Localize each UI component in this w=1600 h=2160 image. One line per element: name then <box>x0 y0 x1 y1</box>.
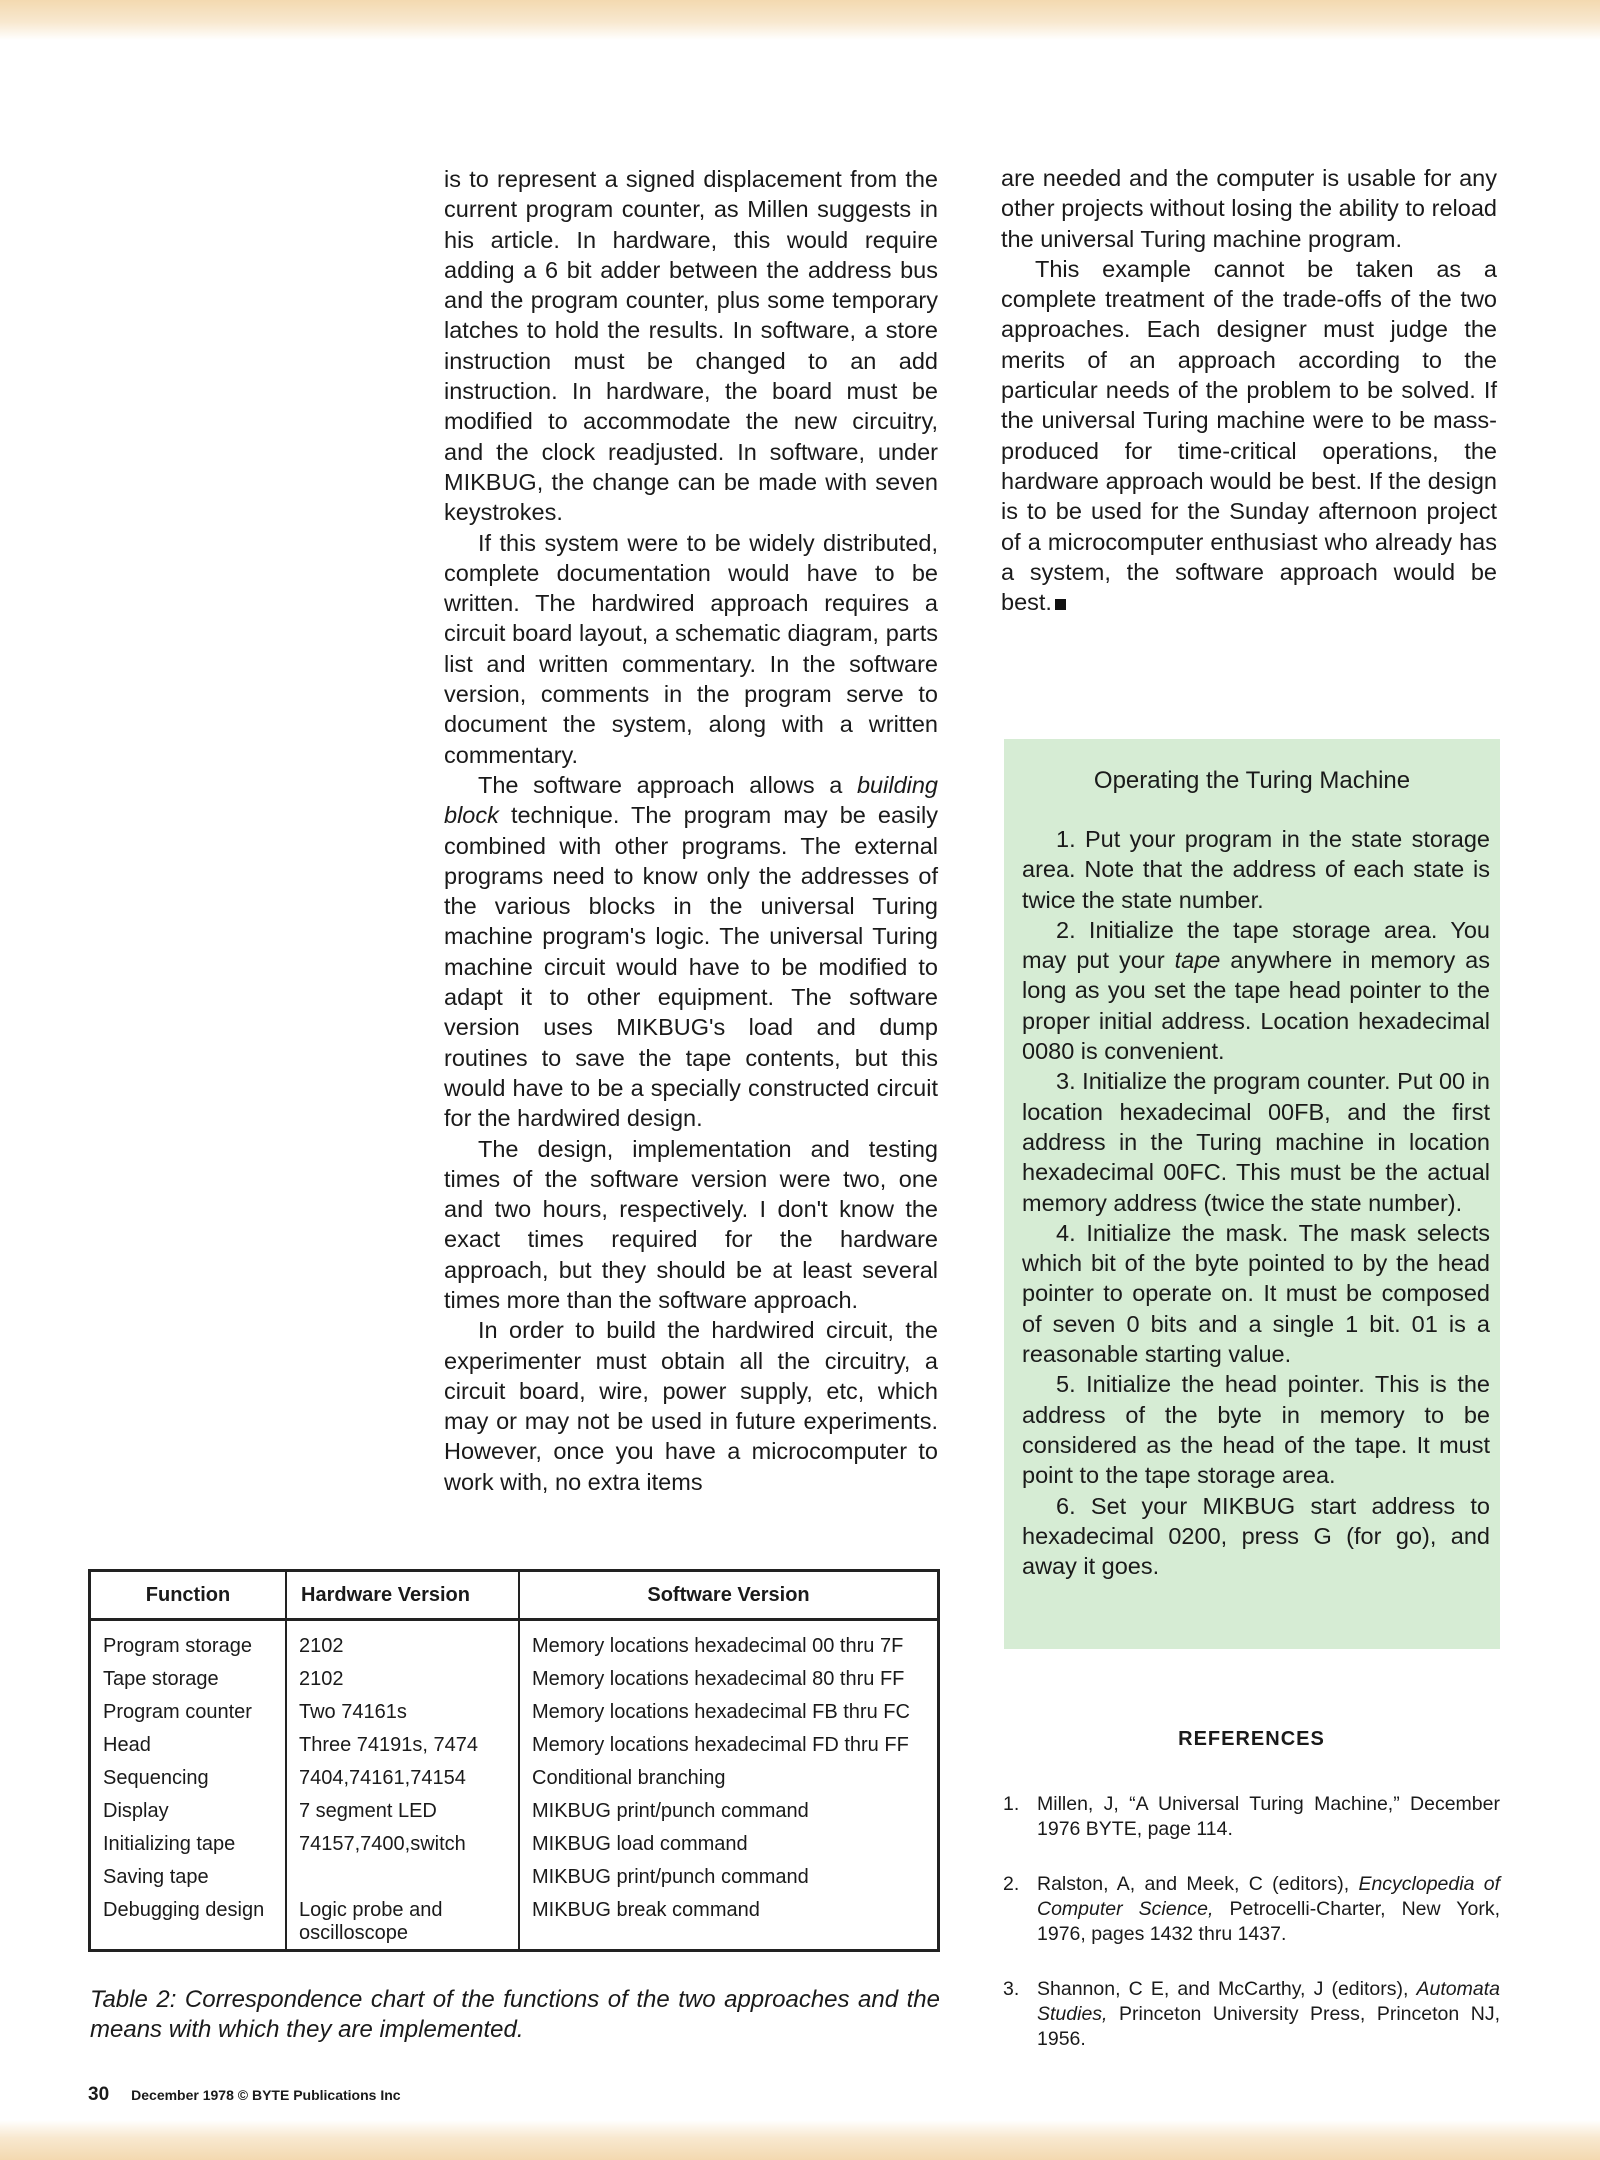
sidebar-box <box>1004 739 1500 1649</box>
table-row <box>90 1895 939 1951</box>
software-cell: Memory locations hexadecimal 80 thru FF <box>519 1664 939 1697</box>
step: 4. Initialize the mask. The mask selects which bit of the byte pointed to by the head pointer to operate on. It must be composed of seven 0 bits and a single 1 bit. 01 is a reasonable starting value. <box>1022 1219 1490 1368</box>
text: Petrocelli-Charter, New York, 1976, pages 1432 thru 1437. <box>1037 1898 1500 1945</box>
text: This example cannot be taken as a complete treatment of the trade-offs of the two approaches. Each designer must judge the merits of an approach according to the particular needs of the problem to be solved. If the universal Turing machine were to be mass-produced for time-critical operations, the hardware approach would be best. If the design is to be used for the Sunday afternoon project of a microcomputer enthusiast who already has a system, the software approach would be best. <box>1001 255 1497 616</box>
function-cell: Head <box>90 1730 287 1763</box>
function-cell: Program storage <box>90 1620 287 1665</box>
ref-number: 2. <box>1003 1873 1020 1895</box>
software-cell: Memory locations hexadecimal FD thru FF <box>519 1730 939 1763</box>
step: 6. Set your MIKBUG start address to hexadecimal 0200, press G (for go), and away it goes. <box>1022 1492 1490 1580</box>
table-row <box>90 1763 939 1796</box>
hardware-cell: 74157,7400,switch <box>286 1829 519 1862</box>
hardware-cell: Logic probe and oscilloscope <box>286 1895 519 1951</box>
hardware-cell: 2102 <box>286 1664 519 1697</box>
italic-text: Automata Studies, <box>1037 1978 1500 2025</box>
sidebar-steps <box>1022 824 1490 1581</box>
ref-text <box>1037 1872 1500 1947</box>
text: Princeton University Press, Princeton NJ, 1956. <box>1037 2003 1500 2050</box>
page-number: 30 <box>88 2084 110 2105</box>
function-cell: Initializing tape <box>90 1829 287 1862</box>
paragraph: is to represent a signed displacement from the current program counter, as Millen suggests in his article. In hardware, this would require adding a 6 bit adder between the address bus and the program counter, plus some temporary latches to hold the results. In software, a store instruction must be changed to an add instruction. In hardware, the board must be modified to accommodate the new circuitry, and the clock readjusted. In software, under MIKBUG, the change can be made with seven keystrokes. <box>444 166 938 526</box>
end-mark-icon <box>1055 599 1066 610</box>
hardware-cell: 7404,74161,74154 <box>286 1763 519 1796</box>
software-cell: MIKBUG print/punch command <box>519 1796 939 1829</box>
function-cell: Program counter <box>90 1697 287 1730</box>
software-cell: MIKBUG break command <box>519 1895 939 1951</box>
table-row <box>90 1862 939 1895</box>
hardware-cell: Two 74161s <box>286 1697 519 1730</box>
reference-item <box>1003 1977 1500 2052</box>
paragraph: If this system were to be widely distributed, complete documentation would have to be written. The hardwired approach requires a circuit board layout, a schematic diagram, parts list and written commentary. In the software version, comments in the program serve to document the system, along with a written commentary. <box>444 529 938 768</box>
text: Ralston, A, and Meek, C (editors), <box>1037 1873 1359 1895</box>
table-row <box>90 1664 939 1697</box>
hardware-cell: 2102 <box>286 1620 519 1665</box>
function-cell: Display <box>90 1796 287 1829</box>
ref-number: 3. <box>1003 1978 1020 2000</box>
paragraph <box>1001 254 1497 618</box>
page-edge-top <box>0 0 1600 40</box>
software-cell: Memory locations hexadecimal FB thru FC <box>519 1697 939 1730</box>
table-row <box>90 1620 939 1665</box>
hardware-cell: Three 74191s, 7474 <box>286 1730 519 1763</box>
ref-text: Millen, J, “A Universal Turing Machine,” December 1976 BYTE, page 114. <box>1037 1793 1500 1840</box>
step <box>1022 915 1490 1066</box>
italic-text: Encyclopedia of Computer Science, <box>1037 1873 1501 1920</box>
text: anywhere in memory as long as you set the tape head pointer to the proper initial address. Location hexadecimal 0080 is convenient. <box>1022 947 1490 1065</box>
italic-text: tape <box>1174 947 1221 974</box>
references <box>1003 1727 1500 2082</box>
reference-item <box>1003 1872 1500 1947</box>
column-header: Hardware Version <box>286 1571 519 1620</box>
table-row <box>90 1730 939 1763</box>
software-cell: Memory locations hexadecimal 00 thru 7F <box>519 1620 939 1665</box>
text: The software approach allows a <box>478 771 857 798</box>
ref-number: 1. <box>1003 1793 1020 1815</box>
paragraph: In order to build the hardwired circuit, the experimenter must obtain all the circuitry, a circuit board, wire, power supply, etc, which may or may not be used in future experiments. However, once you have a microcomputer to work with, no extra items <box>444 1317 938 1495</box>
function-cell: Tape storage <box>90 1664 287 1697</box>
text: Shannon, C E, and McCarthy, J (editors), <box>1037 1978 1417 2000</box>
italic-text: building block <box>444 771 938 829</box>
function-cell: Sequencing <box>90 1763 287 1796</box>
column-header: Software Version <box>519 1571 939 1620</box>
paragraph: are needed and the computer is usable for any other projects without losing the ability to reload the universal Turing machine program. <box>1001 165 1497 252</box>
step: 5. Initialize the head pointer. This is the address of the byte in memory to be considered as the head of the tape. It must point to the tape storage area. <box>1022 1371 1490 1489</box>
ref-text <box>1037 1977 1500 2052</box>
references-title: REFERENCES <box>1178 1728 1325 1750</box>
page-footer <box>88 2084 401 2106</box>
table-row <box>90 1697 939 1730</box>
text: 2. Initialize the tape storage area. You may put your <box>1022 916 1490 974</box>
software-cell: MIKBUG load command <box>519 1829 939 1862</box>
hardware-cell: 7 segment LED <box>286 1796 519 1829</box>
function-cell: Debugging design <box>90 1895 287 1951</box>
function-cell: Saving tape <box>90 1862 287 1895</box>
paragraph <box>444 770 938 1134</box>
table-caption: Table 2: Correspondence chart of the functions of the two approaches and the means with which they are implemented. <box>90 1986 940 2043</box>
correspondence-table <box>88 1569 940 1952</box>
step: 1. Put your program in the state storage area. Note that the address of each state is twice the state number. <box>1022 826 1490 913</box>
right-text-column <box>1001 163 1497 617</box>
sidebar-title: Operating the Turing Machine <box>1093 767 1411 794</box>
hardware-cell <box>286 1862 519 1895</box>
reference-item <box>1003 1792 1500 1842</box>
step: 3. Initialize the program counter. Put 00 in location hexadecimal 00FB, and the first address in the Turing machine in location hexadecimal 00FC. This must be the actual memory address (twice the state number). <box>1022 1068 1490 1216</box>
software-cell: Conditional branching <box>519 1763 939 1796</box>
paragraph: The design, implementation and testing times of the software version were two, one and two hours, respectively. I don't know the exact times required for the hardware approach, but they should be at least several times more than the software approach. <box>444 1135 938 1313</box>
table-row <box>90 1829 939 1862</box>
left-text-column <box>444 164 938 1497</box>
table-row <box>90 1796 939 1829</box>
text: technique. The program may be easily combined with other programs. The external programs need to know only the addresses of the various blocks in the universal Turing machine program's logic. The universal Turing machine circuit would have to be modified to adapt it to other equipment. The software version uses MIKBUG's load and dump routines to save the tape contents, but this would have to be a specially constructed circuit for the hardwired design. <box>444 802 938 1132</box>
footer-text: December 1978 © BYTE Publications Inc <box>131 2087 401 2103</box>
column-header: Function <box>90 1571 287 1620</box>
page-edge-bottom <box>0 2120 1600 2160</box>
software-cell: MIKBUG print/punch command <box>519 1862 939 1895</box>
